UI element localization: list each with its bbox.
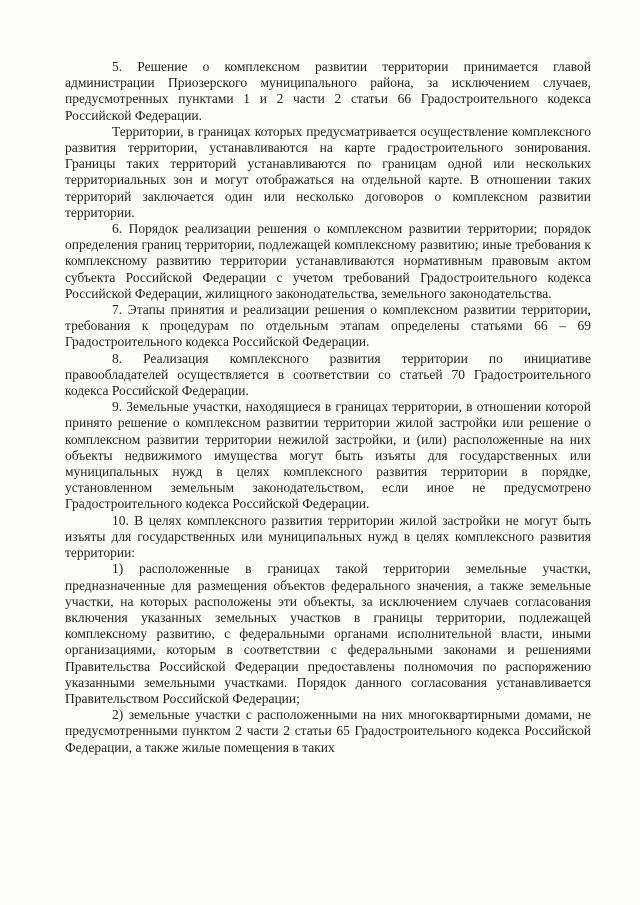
paragraph-10: 10. В целях комплексного развития территории жилой застройки не могут быть изъяты для государственных или муниципальных нужд в целях комплексного развития территории: <box>65 512 591 561</box>
paragraph-9: 9. Земельные участки, находящиеся в границах территории, в отношении которой принято решение о комплексном развитии территории жилой застройки или решение о комплексном развитии территории нежилой застройки, и (или) расположенные на них объекты недвижимого имущества могут быть изъяты для государственных или муниципальных нужд в целях комплексного развития территории в порядке, установленном земельным законодательством, если иное не предусмотрено Градостроительного кодекса Российской Федерации. <box>65 399 591 512</box>
document-body <box>65 59 591 756</box>
paragraph-6: 6. Порядок реализации решения о комплексном развитии территории; порядок определения границ территории, подлежащей комплексному развитию; иные требования к комплексному развитию территории устанавливаются нормативным правовым актом субъекта Российской Федерации с учетом требований Градостроительного кодекса Российской Федерации, жилищного законодательства, земельного законодательства. <box>65 221 591 301</box>
paragraph-10-item-2: 2) земельные участки с расположенными на них многоквартирными домами, не предусмотренными пунктом 2 части 2 статьи 65 Градостроительного кодекса Российской Федерации, а также жилые помещения в таких <box>65 707 591 755</box>
paragraph-8: 8. Реализация комплексного развития территории по инициативе правообладателей осуществляется в соответствии со статьей 70 Градостроительного кодекса Российской Федерации. <box>65 350 591 399</box>
paragraph-5: 5. Решение о комплексном развитии территории принимается главой администрации Приозерского муниципального района, за исключением случаев, предусмотренных пунктами 1 и 2 части 2 статьи 66 Градостроительного кодекса Российской Федерации. <box>65 59 591 123</box>
paragraph-territories: Территории, в границах которых предусматривается осуществление комплексного развития территории, устанавливаются на карте градостроительного зонирования. Границы таких территорий устанавливаются по границам одной или нескольких территориальных зон и могут отображаться на отдельной карте. В отношении таких территорий заключается один или несколько договоров о комплексном развитии территории. <box>65 123 591 220</box>
paragraph-10-item-1: 1) расположенные в границах такой территории земельные участки, предназначенные для размещения объектов федерального значения, а также земельные участки, на которых расположены эти объекты, за исключением случаев согласования включения указанных земельных участков в границы территории, подлежащей комплексному развитию, с федеральными органами исполнительной власти, иными организациями, которым в соответствии с федеральными законами и решениями Правительства Российской Федерации предоставлены полномочия по распоряжению указанными земельными участками. Порядок данного согласования устанавливается Правительством Российской Федерации; <box>65 561 591 706</box>
paragraph-7: 7. Этапы принятия и реализации решения о комплексном развитии территории, требования к процедурам по отдельным этапам определены статьями 66 – 69 Градостроительного кодекса Российской Федерации. <box>65 302 591 350</box>
